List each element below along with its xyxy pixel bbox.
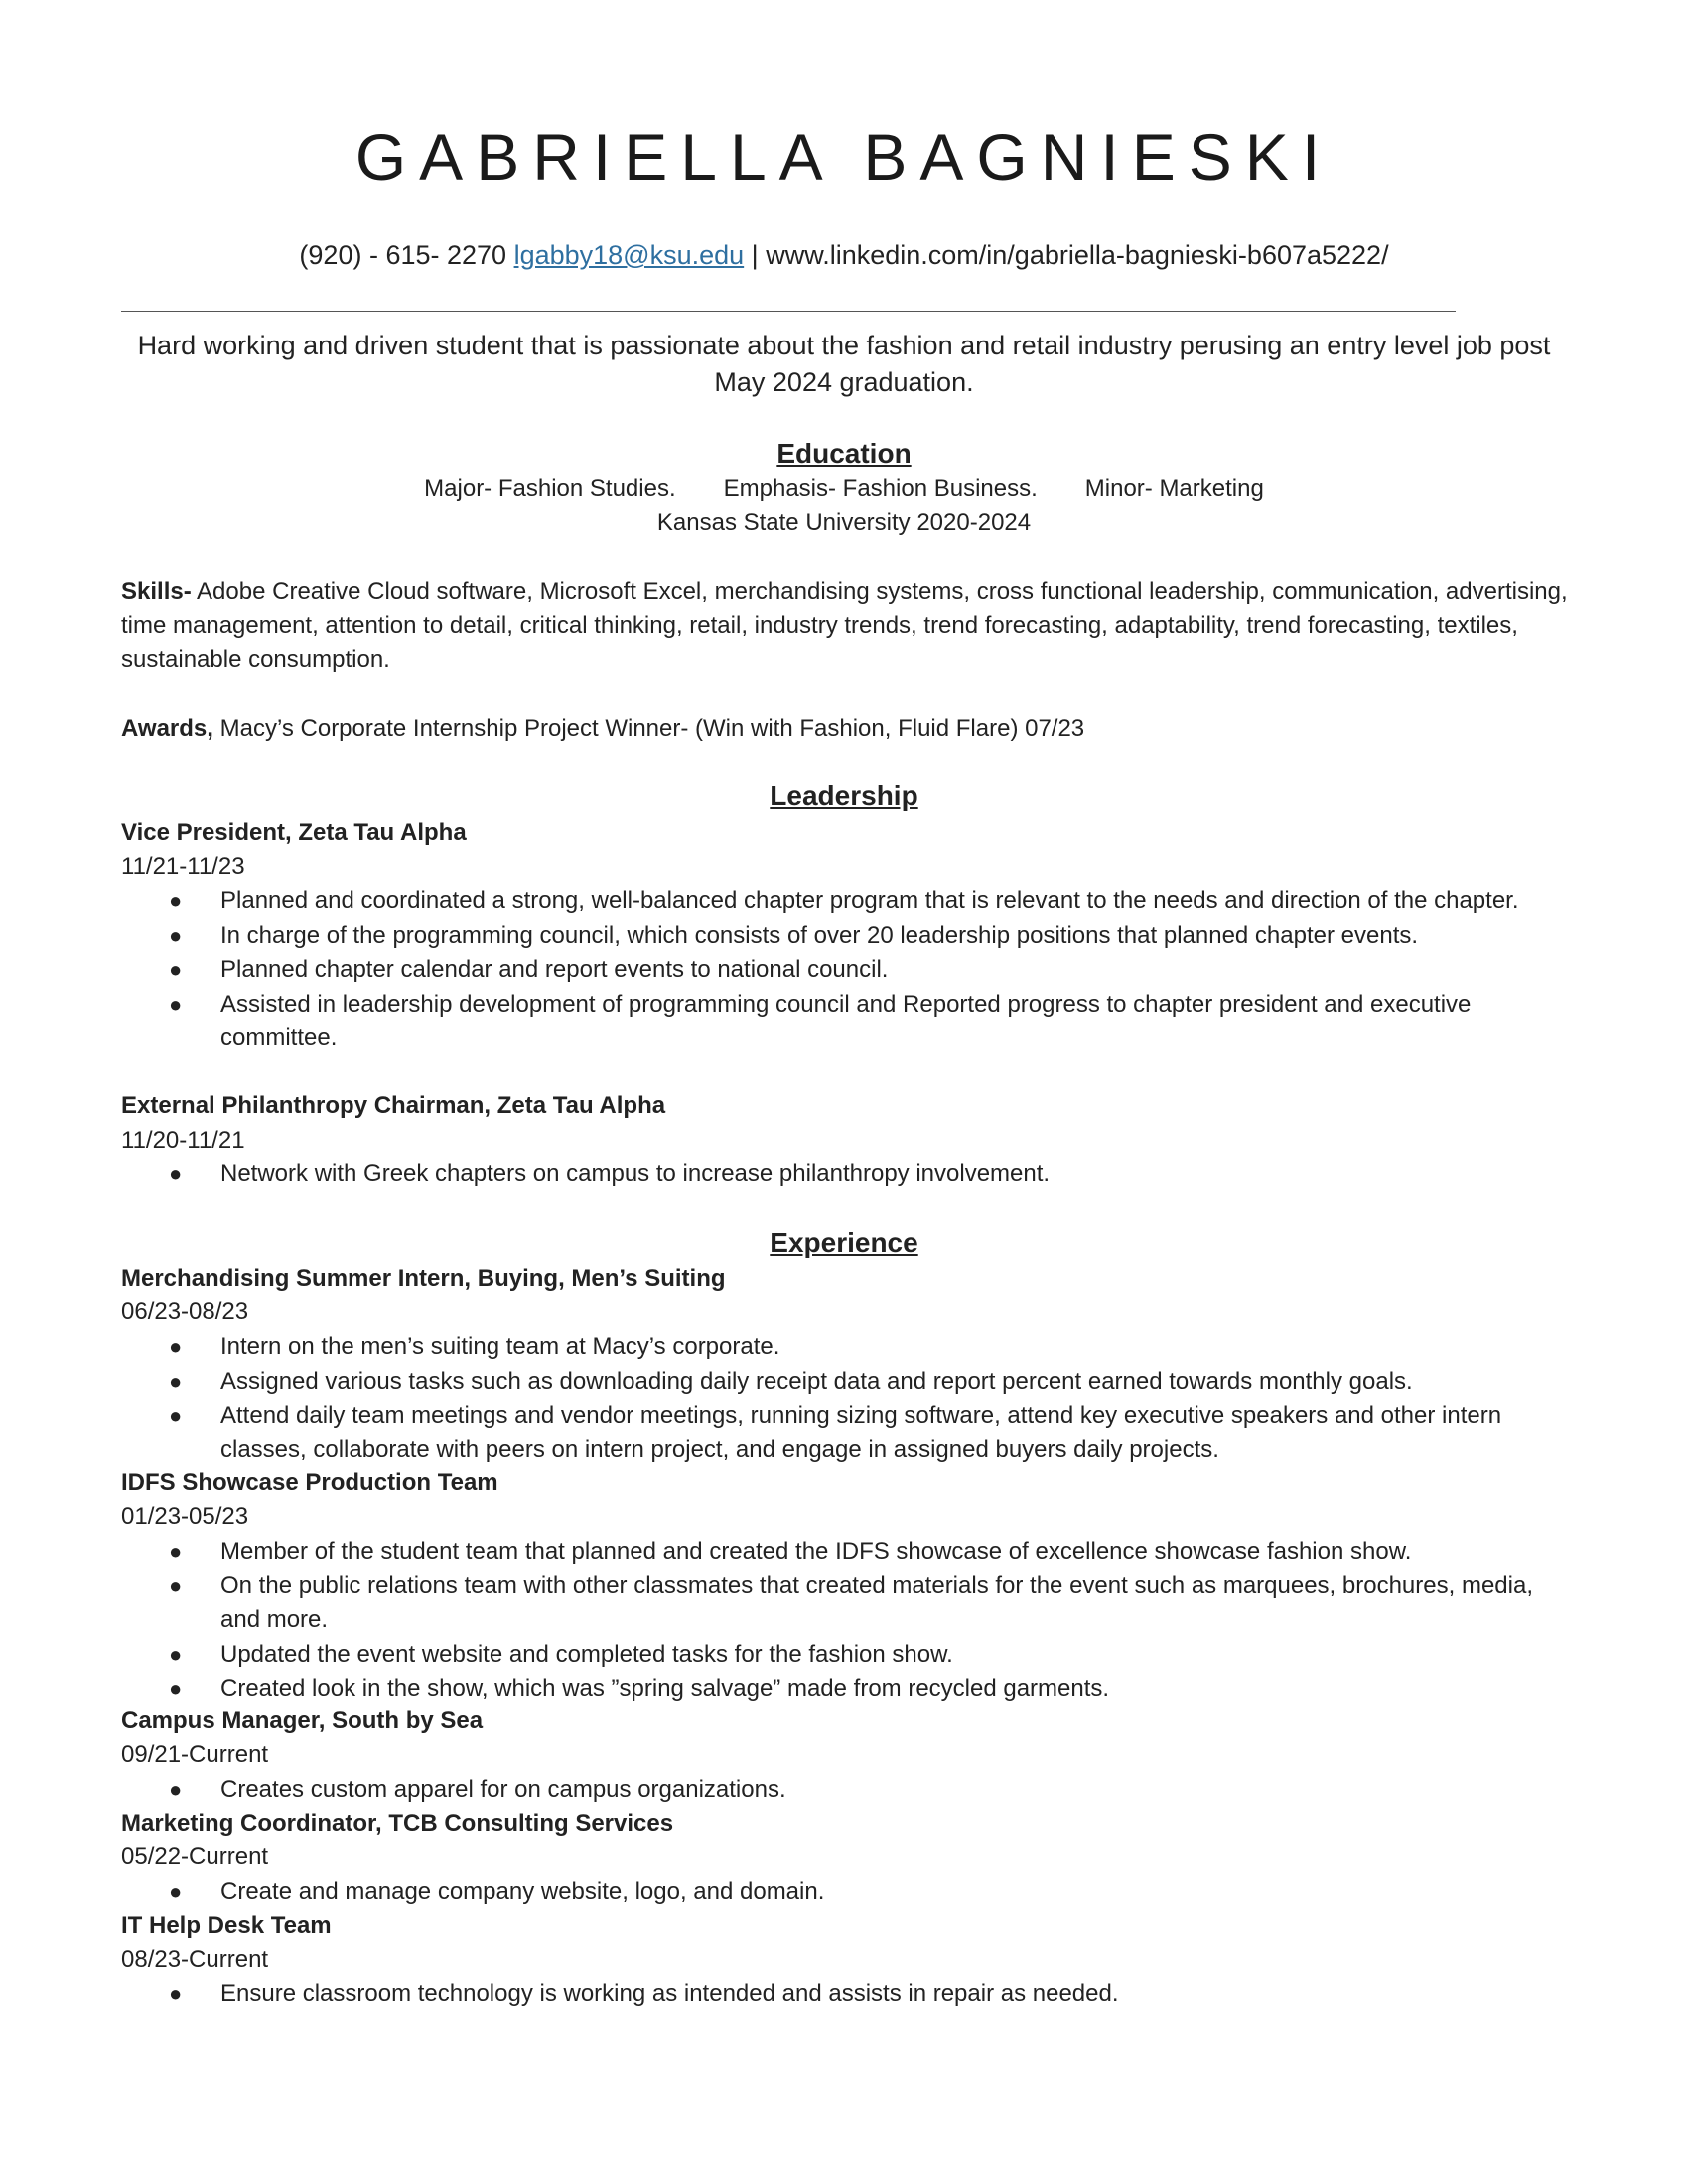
linkedin-url: www.linkedin.com/in/gabriella-bagnieski-b607a5222/ (766, 240, 1389, 270)
awards-text: Macy’s Corporate Internship Project Winner- (Win with Fashion, Fluid Flare) 07/23 (212, 715, 1085, 742)
entry-title: Marketing Coordinator, TCB Consulting Services (121, 1810, 674, 1837)
list-item: ● Created look in the show, which was ”spring salvage” made from recycled garments. (121, 1672, 1571, 1706)
bullet-icon: ● (169, 1334, 183, 1359)
entry-date: 01/23-05/23 (121, 1503, 249, 1530)
list-item: ● Member of the student team that planned and created the IDFS showcase of excellence showcase fashion show. (121, 1535, 1571, 1570)
entry-title: External Philanthropy Chairman, Zeta Tau Alpha (121, 1092, 666, 1119)
bullet-list (121, 885, 1571, 1056)
bullet-icon: ● (169, 1676, 183, 1701)
entry-title: Vice President, Zeta Tau Alpha (121, 819, 467, 846)
bullet-icon: ● (169, 1981, 183, 2006)
bullet-icon: ● (169, 1539, 183, 1564)
bullet-icon: ● (169, 957, 183, 982)
skills-section (121, 575, 1581, 678)
contact-line (0, 240, 1688, 271)
list-item: ● Create and manage company website, logo, and domain. (121, 1875, 1571, 1910)
bullet-list (121, 1773, 1571, 1808)
list-item: ● Updated the event website and completed tasks for the fashion show. (121, 1638, 1571, 1673)
list-item: ● In charge of the programming council, which consists of over 20 leadership positions that planned chapter events. (121, 919, 1571, 954)
education-school: Kansas State University 2020-2024 (656, 509, 1032, 536)
skills-label: Skills- (121, 578, 192, 605)
list-item: ● Intern on the men’s suiting team at Macy’s corporate. (121, 1330, 1571, 1365)
bullet-icon: ● (169, 1641, 183, 1667)
entry-title: IDFS Showcase Production Team (121, 1469, 498, 1496)
bullet-icon: ● (169, 1777, 183, 1802)
education-minor: Minor- Marketing (1084, 476, 1264, 502)
entry-title: IT Help Desk Team (121, 1912, 332, 1939)
entry-date: 06/23-08/23 (121, 1298, 249, 1325)
contact-separator: | (751, 240, 759, 270)
experience-heading: Experience (770, 1227, 918, 1258)
list-item: ● Attend daily team meetings and vendor meetings, running sizing software, attend key executive speakers and other intern classes, collaborate with peers on intern project, and engage in assigned buyers daily projects. (121, 1399, 1571, 1467)
summary-statement: Hard working and driven student that is passionate about the fashion and retail industry perusing an entry level job post May 2024 graduation. (137, 331, 1551, 397)
list-item: ● Planned chapter calendar and report events to national council. (121, 953, 1571, 988)
list-item: ● Planned and coordinated a strong, well-balanced chapter program that is relevant to the needs and direction of the chapter. (121, 885, 1571, 919)
bullet-list (121, 1978, 1571, 2012)
list-item: ● Network with Greek chapters on campus to increase philanthropy involvement. (121, 1158, 1571, 1192)
education-emphasis: Emphasis- Fashion Business. (723, 476, 1038, 502)
entry-date: 09/21-Current (121, 1741, 269, 1768)
bullet-list (121, 1535, 1571, 1706)
list-item: ● Ensure classroom technology is working as intended and assists in repair as needed. (121, 1978, 1571, 2012)
bullet-icon: ● (169, 1161, 183, 1186)
bullet-list (121, 1158, 1571, 1192)
entry-title: Merchandising Summer Intern, Buying, Men’s Suiting (121, 1265, 726, 1292)
entry-date: 11/20-11/21 (121, 1127, 245, 1154)
entry-title: Campus Manager, South by Sea (121, 1707, 484, 1734)
bullet-list (121, 1875, 1571, 1910)
awards-section (121, 712, 1581, 747)
bullet-icon: ● (169, 991, 183, 1017)
entry-date: 11/21-11/23 (121, 853, 245, 880)
bullet-icon: ● (169, 1572, 183, 1598)
awards-label: Awards, (121, 715, 213, 742)
list-item: ● Creates custom apparel for on campus organizations. (121, 1773, 1571, 1808)
list-item: ● On the public relations team with other classmates that created materials for the event such as marquees, brochures, media, and more. (121, 1570, 1571, 1638)
list-item: ● Assisted in leadership development of programming council and Reported progress to chapter president and executive committee. (121, 988, 1571, 1056)
bullet-icon: ● (169, 1368, 183, 1394)
bullet-list (121, 1330, 1571, 1467)
bullet-icon: ● (169, 922, 183, 948)
skills-text: Adobe Creative Cloud software, Microsoft Excel, merchandising systems, cross functional leadership, communication, advertising, time management, attention to detail, critical thinking, retail, industry trends, trend forecasting, adaptability, trend forecasting, textiles, sustainable consumption. (121, 578, 1568, 673)
header-divider (121, 311, 1456, 312)
phone-number: (920) - 615- 2270 (299, 240, 507, 270)
education-details (0, 476, 1688, 503)
candidate-name: GABRIELLA BAGNIESKI (354, 120, 1334, 194)
bullet-icon: ● (169, 1879, 183, 1904)
entry-date: 08/23-Current (121, 1946, 269, 1973)
bullet-icon: ● (169, 888, 183, 913)
entry-date: 05/22-Current (121, 1843, 269, 1870)
list-item: ● Assigned various tasks such as downloading daily receipt data and report percent earned towards monthly goals. (121, 1365, 1571, 1400)
education-heading: Education (776, 438, 912, 469)
leadership-heading: Leadership (770, 780, 918, 811)
education-major: Major- Fashion Studies. (424, 476, 676, 502)
bullet-icon: ● (169, 1403, 183, 1428)
email-link[interactable]: lgabby18@ksu.edu (513, 240, 745, 270)
